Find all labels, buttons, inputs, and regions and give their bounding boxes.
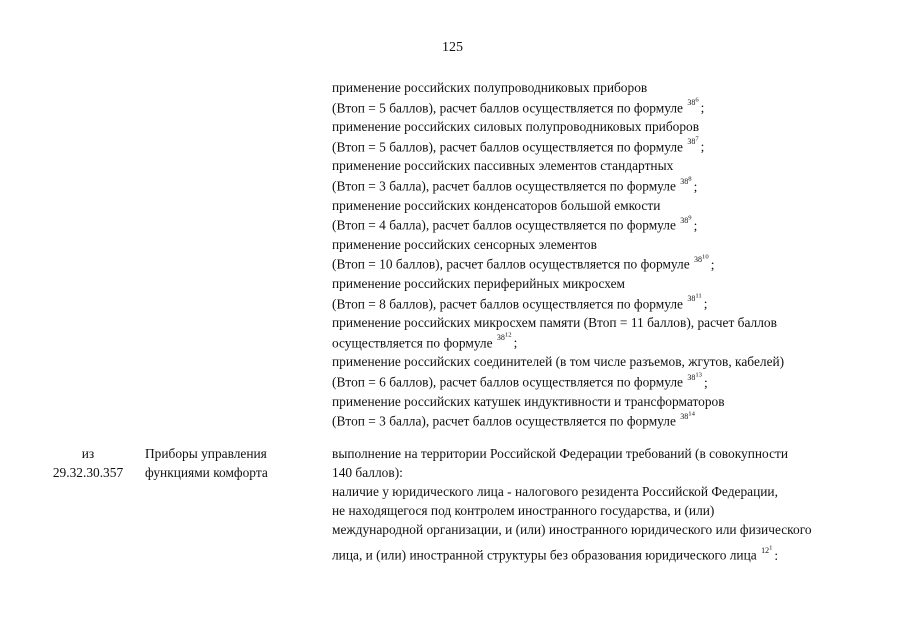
requirement-line: не находящегося под контролем иностранного государства, и (или) <box>332 503 715 518</box>
formula-reference: 388 <box>680 174 692 186</box>
criteria-line <box>332 137 882 157</box>
criteria-line <box>332 333 882 353</box>
criteria-text: (Втоп = 4 балла), расчет баллов осуществляется по формуле <box>332 217 676 233</box>
product-name <box>145 444 315 482</box>
criteria-text: (Втоп = 5 баллов), расчет баллов осуществляется по формуле <box>332 100 683 116</box>
criteria-text: применение российских полупроводниковых приборов <box>332 80 648 95</box>
criteria-text: применение российских катушек индуктивности и трансформаторов <box>332 393 725 409</box>
product-name-line: функциями комфорта <box>145 465 268 480</box>
criteria-line <box>332 411 882 431</box>
formula-reference: 386 <box>687 96 699 108</box>
criteria-line <box>332 352 882 372</box>
punctuation: ; <box>693 217 698 233</box>
criteria-text: применение российских сенсорных элементов <box>332 236 597 252</box>
requirement-line: 140 баллов): <box>332 465 403 480</box>
formula-reference: 389 <box>680 214 692 225</box>
requirements-text <box>332 444 887 567</box>
formula-reference-sup: 7 <box>695 135 699 143</box>
criteria-text: (Втоп = 5 баллов), расчет баллов осуществляется по формуле <box>332 139 683 155</box>
criteria-line <box>332 274 882 294</box>
product-code <box>40 444 136 482</box>
punctuation: ; <box>703 296 708 312</box>
criteria-line <box>332 215 882 235</box>
punctuation: ; <box>693 178 698 194</box>
criteria-line <box>332 313 882 333</box>
criteria-line <box>332 372 882 392</box>
criteria-text: применение российских периферийных микросхем <box>332 275 626 291</box>
criteria-list <box>332 78 882 431</box>
requirement-line: выполнение на территории Российской Федерации требований (в совокупности <box>332 446 789 461</box>
criteria-text: (Втоп = 6 баллов), расчет баллов осуществляется по формуле <box>332 374 683 390</box>
product-name-line: Приборы управления <box>145 446 267 461</box>
criteria-line <box>332 196 882 216</box>
criteria-text: применение российских пассивных элементов стандартных <box>332 158 674 174</box>
punctuation: ; <box>700 139 705 155</box>
formula-reference: 3812 <box>496 331 512 343</box>
requirement-line: международной организации, и (или) иностранного юридического или физического <box>332 522 812 537</box>
criteria-text: осуществляется по формуле <box>332 335 493 351</box>
punctuation: ; <box>710 257 715 272</box>
formula-reference-sup: 13 <box>695 370 702 378</box>
formula-reference-sup: 12 <box>504 331 512 339</box>
criteria-line <box>332 156 882 176</box>
formula-reference: 3813 <box>687 370 702 382</box>
criteria-line <box>332 176 882 196</box>
requirement-line: наличие у юридического лица - налогового резидента Российской Федерации, <box>332 484 778 499</box>
product-code-number: 29.32.30.357 <box>52 465 124 480</box>
criteria-text: применение российских соединителей (в том числе разъемов, жгутов, кабелей) <box>332 354 785 370</box>
criteria-text: (Втоп = 8 баллов), расчет баллов осуществляется по формуле <box>332 296 683 312</box>
criteria-line <box>332 78 882 98</box>
formula-reference: 3810 <box>694 253 709 264</box>
punctuation: : <box>774 547 779 563</box>
punctuation: ; <box>513 335 518 351</box>
page-number: 125 <box>442 40 463 55</box>
requirement-text: лица, и (или) иностранной структуры без образования юридического лица <box>332 547 757 563</box>
formula-reference-sup: 14 <box>688 410 695 418</box>
criteria-line <box>332 254 882 274</box>
formula-reference-sup: 11 <box>695 292 702 300</box>
criteria-text: (Втоп = 3 балла), расчет баллов осуществляется по формуле <box>332 413 676 429</box>
formula-reference-sup: 6 <box>695 96 699 104</box>
formula-reference-sup: 8 <box>688 174 692 182</box>
criteria-line <box>332 235 882 255</box>
criteria-text: применение российских конденсаторов большой емкости <box>332 197 661 213</box>
criteria-text: (Втоп = 10 баллов), расчет баллов осуществляется по формуле <box>332 257 690 272</box>
criteria-text: применение российских силовых полупроводниковых приборов <box>332 119 700 135</box>
formula-reference-sup: 9 <box>688 214 692 222</box>
criteria-line <box>332 98 882 118</box>
criteria-line <box>332 117 882 137</box>
formula-reference-sup: 10 <box>702 253 709 261</box>
formula-reference: 3814 <box>680 410 695 421</box>
product-code-prefix: из <box>81 446 95 461</box>
punctuation: ; <box>700 100 705 116</box>
criteria-text: (Втоп = 3 балла), расчет баллов осуществляется по формуле <box>332 178 676 194</box>
punctuation: ; <box>704 374 708 390</box>
criteria-text: применение российских микросхем памяти (Втоп = 11 баллов), расчет баллов <box>332 315 777 331</box>
requirement-line <box>332 545 887 567</box>
formula-reference: 3811 <box>687 292 702 304</box>
formula-reference: 387 <box>687 135 699 147</box>
criteria-line <box>332 392 882 412</box>
footnote-reference-sup: 1 <box>769 544 773 551</box>
footnote-reference: 121 <box>761 544 773 555</box>
criteria-line <box>332 294 882 314</box>
